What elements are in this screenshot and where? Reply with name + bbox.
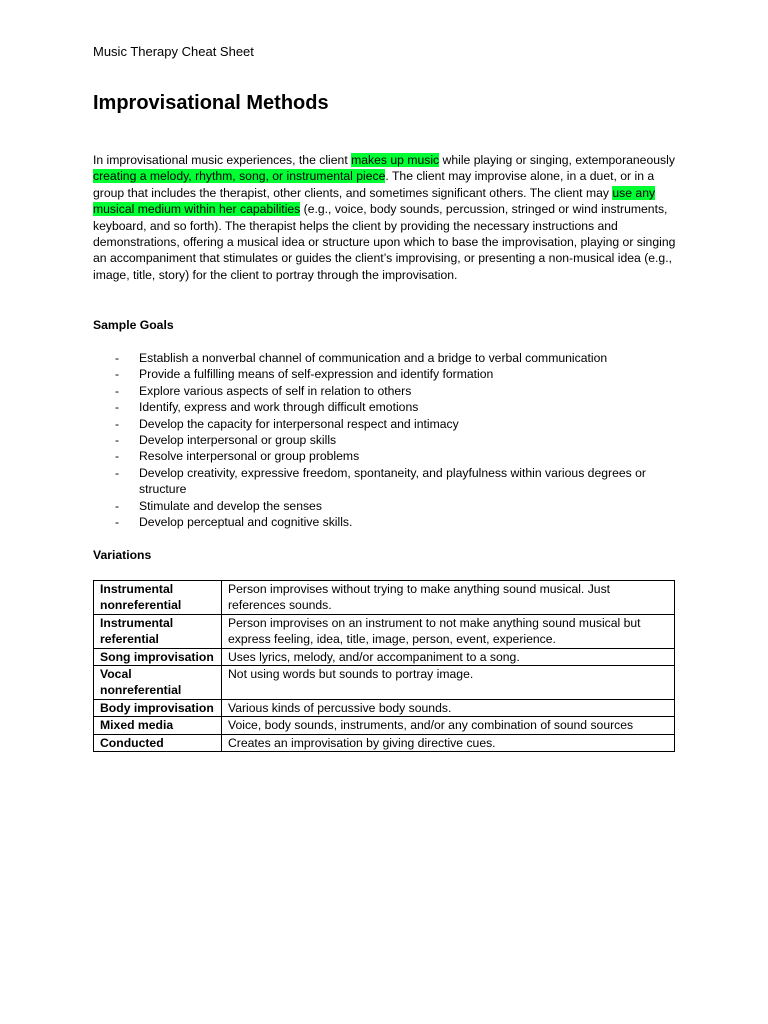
bullet-dash: - xyxy=(115,400,120,415)
bullet-dash: - xyxy=(115,433,120,448)
bullet-dash: - xyxy=(115,498,120,513)
bullet-dash: - xyxy=(115,416,120,431)
variations-table xyxy=(93,580,675,752)
list-item xyxy=(93,465,676,498)
list-item xyxy=(93,416,676,432)
bullet-dash: - xyxy=(115,367,120,382)
list-item xyxy=(93,498,676,514)
intro-text-3: . The client may improvise alone, in a duet, or in a group that includes the therapist, other clients, and sometimes significant others. The client may xyxy=(93,169,655,200)
list-item-text: Provide a fulfilling means of self-expression and identify formation xyxy=(139,367,494,382)
list-item xyxy=(93,383,676,399)
variation-description: Not using words but sounds to portray image. xyxy=(222,666,675,700)
list-item xyxy=(93,366,676,382)
page-title: Improvisational Methods xyxy=(93,92,329,114)
variation-description: Creates an improvisation by giving directive cues. xyxy=(222,734,675,751)
table-row xyxy=(94,614,675,648)
variation-term: Mixed media xyxy=(94,717,222,734)
bullet-dash: - xyxy=(115,383,120,398)
variation-term: Song improvisation xyxy=(94,648,222,665)
intro-paragraph xyxy=(93,152,676,283)
variation-term: Body improvisation xyxy=(94,699,222,716)
bullet-dash: - xyxy=(115,465,120,480)
table-row xyxy=(94,648,675,665)
list-item-text: Develop creativity, expressive freedom, spontaneity, and playfulness within various degrees or structure xyxy=(139,465,646,497)
list-item-text: Resolve interpersonal or group problems xyxy=(139,449,360,464)
list-item-text: Develop perceptual and cognitive skills. xyxy=(139,515,353,530)
highlight-makes-up-music: makes up music xyxy=(351,153,440,167)
list-item xyxy=(93,350,676,366)
list-item xyxy=(93,448,676,464)
variation-description: Person improvises without trying to make anything sound musical. Just references sounds. xyxy=(222,581,675,615)
table-row xyxy=(94,717,675,734)
table-row xyxy=(94,734,675,751)
list-item xyxy=(93,399,676,415)
bullet-dash: - xyxy=(115,515,120,530)
variation-term: Vocal nonreferential xyxy=(94,666,222,700)
list-item-text: Stimulate and develop the senses xyxy=(139,498,322,513)
table-row xyxy=(94,699,675,716)
variation-term: Conducted xyxy=(94,734,222,751)
list-item xyxy=(93,514,676,530)
variation-description: Various kinds of percussive body sounds. xyxy=(222,699,675,716)
list-item xyxy=(93,432,676,448)
variation-term: Instrumental referential xyxy=(94,614,222,648)
list-item-text: Identify, express and work through difficult emotions xyxy=(139,400,419,415)
intro-text-1: In improvisational music experiences, the client xyxy=(93,153,352,167)
list-item-text: Explore various aspects of self in relation to others xyxy=(139,383,412,398)
variation-description: Person improvises on an instrument to not make anything sound musical but express feeling, idea, title, image, person, event, experience. xyxy=(222,614,675,648)
highlight-creating-melody: creating a melody, rhythm, song, or instrumental piece xyxy=(93,169,386,184)
variation-description: Voice, body sounds, instruments, and/or any combination of sound sources xyxy=(222,717,675,734)
table-row xyxy=(94,581,675,615)
intro-text-2: while playing or singing, extemporaneously xyxy=(439,153,675,167)
list-item-text: Develop interpersonal or group skills xyxy=(139,433,337,448)
variation-description: Uses lyrics, melody, and/or accompaniment to a song. xyxy=(222,648,675,665)
variation-term: Instrumental nonreferential xyxy=(94,581,222,615)
bullet-dash: - xyxy=(115,449,120,464)
list-item-text: Develop the capacity for interpersonal respect and intimacy xyxy=(139,416,459,431)
table-row xyxy=(94,666,675,700)
sample-goals-list xyxy=(93,350,676,530)
intro-text-4: (e.g., voice, body sounds, percussion, stringed or wind instruments, keyboard, and so forth). The therapist helps the client by providing the necessary instructions and demonstrations, offering a musical idea or structure upon which to base the improvisation, playing or singing an accompaniment that stimulates or guides the client’s improvising, or presenting a non-musical idea (e.g., image, title, story) for the client to portray through the improvisation. xyxy=(93,202,676,282)
bullet-dash: - xyxy=(115,351,120,365)
document-header: Music Therapy Cheat Sheet xyxy=(93,44,254,59)
list-item-text: Establish a nonverbal channel of communication and a bridge to verbal communication xyxy=(139,351,608,365)
highlight-musical-medium: use any musical medium within her capabilities xyxy=(93,185,656,217)
variations-heading: Variations xyxy=(93,548,152,562)
sample-goals-heading: Sample Goals xyxy=(93,318,174,332)
